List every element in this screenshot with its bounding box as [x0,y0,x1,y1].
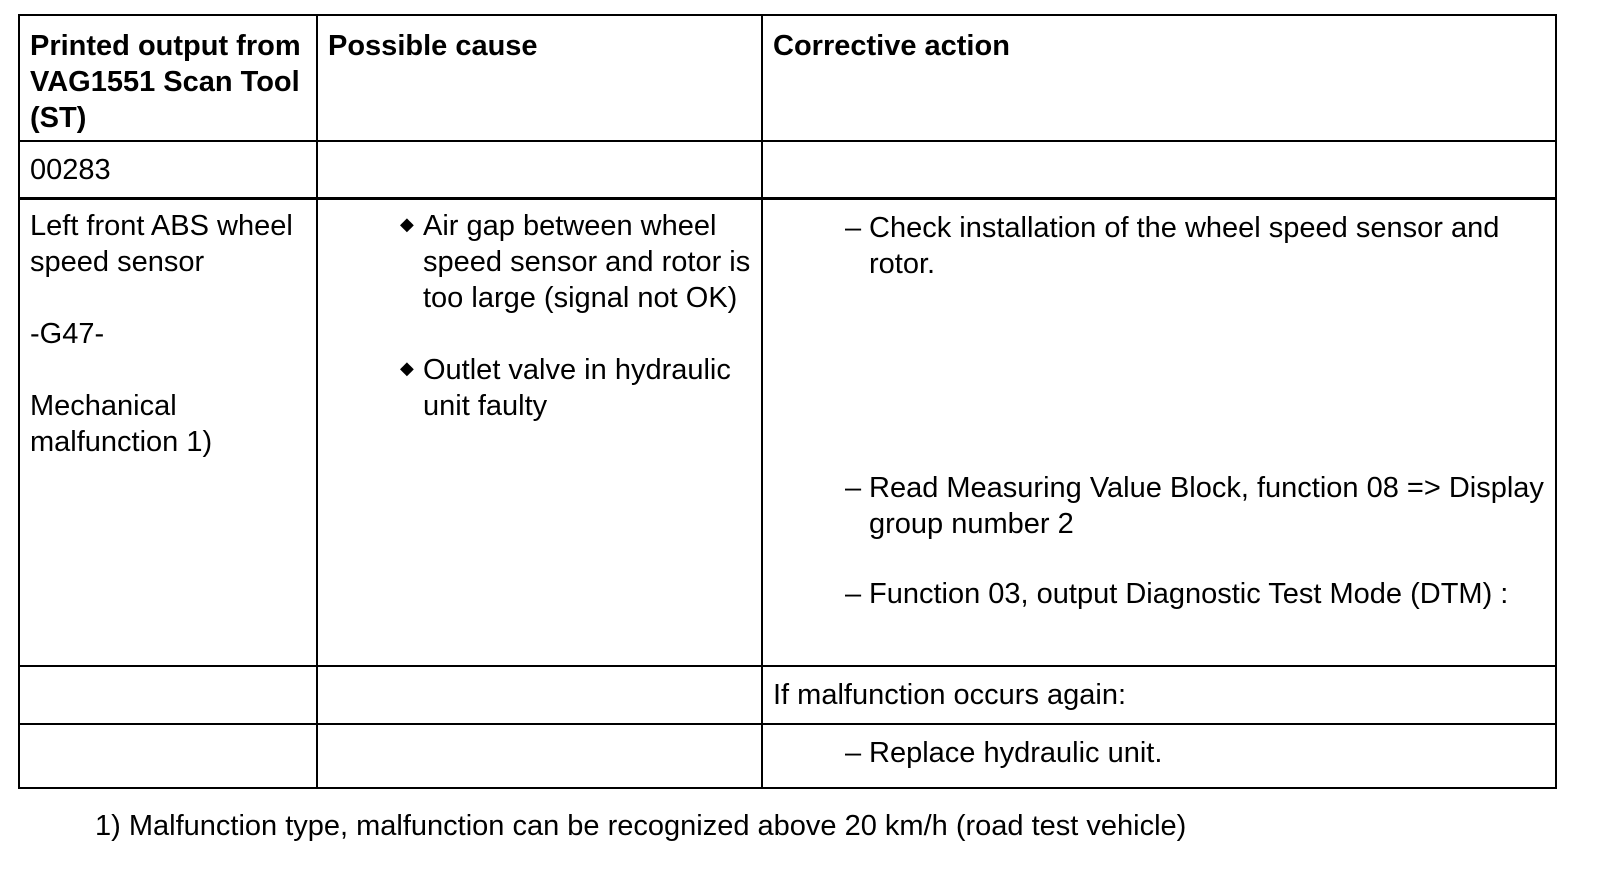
component-id: -G47- [30,318,105,350]
action-text: Read Measuring Value Block, function 08 => Display group number 2 [869,472,1544,540]
diamond-bullet-icon: ◆ [400,358,414,378]
action-text: Function 03, output Diagnostic Test Mode (DTM) : [869,578,1509,610]
dash-icon: – [845,472,862,504]
empty-cell [762,141,1556,199]
table-row [19,724,1556,788]
header-cell [19,15,317,141]
dash-icon: – [845,737,862,769]
component-cell [19,199,317,667]
list-item [763,576,1555,612]
list-item [763,470,1555,542]
recurrence-note: If malfunction occurs again: [773,679,1127,711]
cause-list [318,200,761,424]
list-item [318,208,761,316]
empty-cell [19,724,317,788]
component-name: Left front ABS wheel speed sensor [30,210,293,278]
final-action-cell [762,724,1556,788]
table-row [19,666,1556,724]
action-list [763,200,1555,612]
empty-cell [19,666,317,724]
footnote: 1) Malfunction type, malfunction can be recognized above 20 km/h (road test vehicle) [95,810,1187,842]
list-item [763,735,1555,771]
header-cell [762,15,1556,141]
actions-cell [762,199,1556,667]
empty-cell [317,141,762,199]
dash-icon: – [845,578,862,610]
malfunction-type: Mechanical malfunction 1) [30,390,213,458]
header-corrective-action: Corrective action [773,30,1010,62]
recurrence-note-cell [762,666,1556,724]
header-possible-cause: Possible cause [328,30,538,62]
table-header-row [19,15,1556,141]
fault-code-cell [19,141,317,199]
table-row [19,141,1556,199]
final-action-text: Replace hydraulic unit. [869,737,1163,769]
dash-icon: – [845,212,862,244]
empty-cell [317,666,762,724]
final-action-list [763,725,1555,771]
diagnostic-table [18,14,1557,789]
diamond-bullet-icon: ◆ [400,214,414,234]
causes-cell [317,199,762,667]
table-row [19,199,1556,667]
cause-text: Air gap between wheel speed sensor and rotor is too large (signal not OK) [423,210,751,314]
action-text: Check installation of the wheel speed sensor and rotor. [869,212,1500,280]
header-printed-output: Printed output from VAG1551 Scan Tool (ST) [30,30,301,134]
fault-code: 00283 [30,154,111,186]
list-item [318,352,761,424]
cause-text: Outlet valve in hydraulic unit faulty [423,354,731,422]
header-cell [317,15,762,141]
empty-cell [317,724,762,788]
list-item [763,210,1555,282]
